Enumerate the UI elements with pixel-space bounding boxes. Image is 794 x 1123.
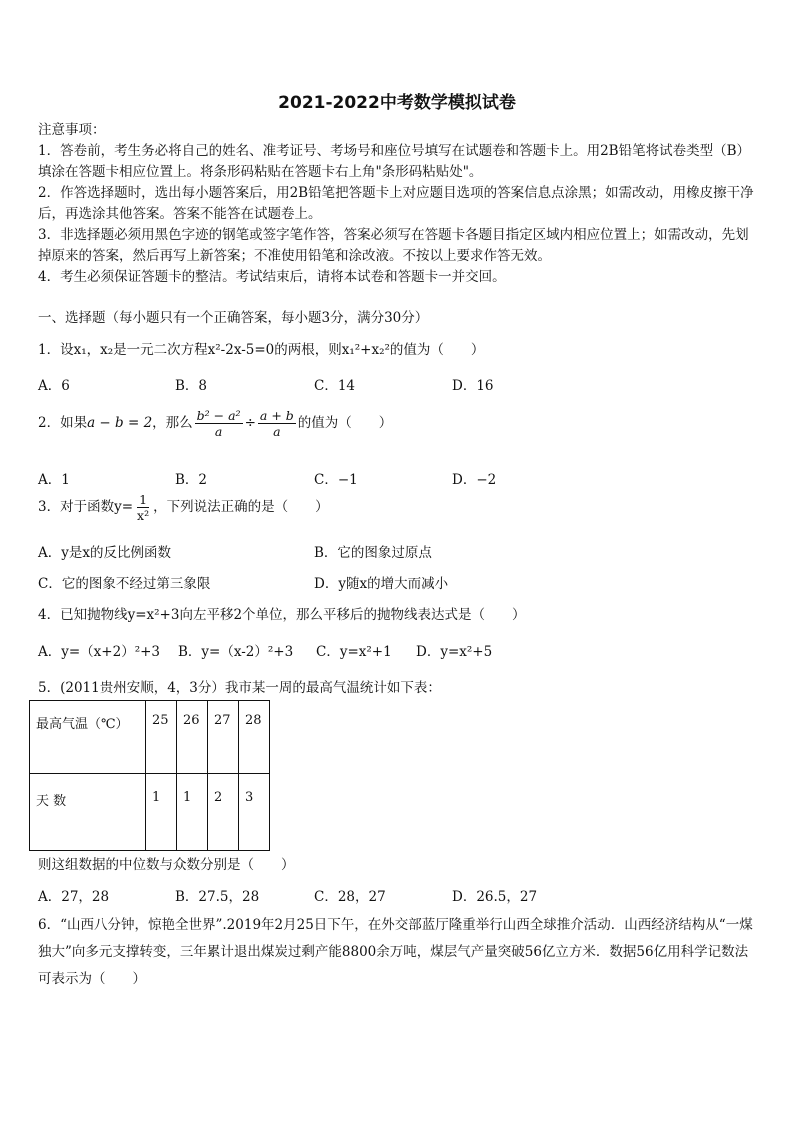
q2-mid: ，那么 xyxy=(152,415,193,431)
notice-block xyxy=(38,120,760,288)
q2-option-b[interactable]: B．2 xyxy=(175,472,208,488)
notice-item: 3．非选择题必须用黑色字迹的钢笔或签字笔作答，答案必须写在答题卡各题目指定区域内相应位置上；如需改动，先划掉原来的答案，然后再写上新答案；不准使用铅笔和涂改液。不按以上要求作答无效。 xyxy=(38,227,749,264)
q1-option-d[interactable]: D．16 xyxy=(452,378,494,394)
question-3-stem xyxy=(38,492,329,523)
notice-item: 4．考生必须保证答题卡的整洁。考试结束后，请将本试卷和答题卡一并交回。 xyxy=(38,269,506,285)
q4-option-c[interactable]: C．y=x²+1 xyxy=(316,644,392,660)
q4-option-a[interactable]: A．y=（x+2）²+3 xyxy=(38,644,161,660)
section-heading: 一、选择题（每小题只有一个正确答案，每小题3分，满分30分） xyxy=(38,310,429,326)
table-cell: 3 xyxy=(239,774,270,851)
question-5-question: 则这组数据的中位数与众数分别是（ ） xyxy=(38,857,295,873)
table-cell: 最高气温（℃） xyxy=(30,701,146,774)
q3-option-b[interactable]: B．它的图象过原点 xyxy=(314,545,432,561)
q2-operator: ÷ xyxy=(244,415,256,431)
q2-option-d[interactable]: D．−2 xyxy=(452,472,497,488)
temperature-table xyxy=(29,700,270,851)
q2-frac1-numerator: b² − a² xyxy=(196,408,241,423)
table-cell: 1 xyxy=(146,774,177,851)
q3-frac-numerator: 1 xyxy=(139,492,148,507)
q2-frac1-denominator: a xyxy=(214,424,223,439)
q2-suffix: 的值为（ ） xyxy=(297,415,393,431)
question-4-stem: 4．已知抛物线y=x²+3向左平移2个单位，那么平移后的抛物线表达式是（ ） xyxy=(38,607,526,623)
question-6-stem: 6．“山西八分钟，惊艳全世界”.2019年2月25日下午，在外交部蓝厅隆重举行山西全球推介活动．山西经济结构从“一煤独大”向多元支撑转变，三年累计退出煤炭过剩产能8800余万吨，煤层气产量突破56亿立方米．数据56亿用科学记数法可表示为（ ） xyxy=(38,917,753,987)
q5-option-c[interactable]: C．28，27 xyxy=(314,889,386,905)
table-cell: 1 xyxy=(177,774,208,851)
q3-option-a[interactable]: A．y是x的反比例函数 xyxy=(38,545,171,561)
table-row xyxy=(30,701,270,774)
q2-fraction-2 xyxy=(258,408,296,439)
question-2-stem xyxy=(38,408,392,439)
q2-frac2-numerator: a + b xyxy=(259,408,294,423)
q1-option-a[interactable]: A．6 xyxy=(38,378,70,394)
table-cell: 25 xyxy=(146,701,177,774)
table-cell: 27 xyxy=(208,701,239,774)
q3-fraction xyxy=(135,492,151,523)
notice-item: 1．答卷前，考生务必将自己的姓名、准考证号、考场号和座位号填写在试题卷和答题卡上。用2B铅笔将试卷类型（B）填涂在答题卡相应位置上。将条形码粘贴在答题卡右上角"条形码粘贴处"。 xyxy=(38,143,751,180)
notice-item: 2．作答选择题时，选出每小题答案后，用2B铅笔把答题卡上对应题目选项的答案信息点涂黑；如需改动，用橡皮擦干净后，再选涂其他答案。答案不能答在试题卷上。 xyxy=(38,185,754,222)
table-cell: 2 xyxy=(208,774,239,851)
q3-frac-denominator: x² xyxy=(137,508,150,523)
q2-condition: a − b = 2 xyxy=(87,415,153,431)
q2-fraction-1 xyxy=(195,408,243,439)
table-cell: 天 数 xyxy=(30,774,146,851)
q1-option-c[interactable]: C．14 xyxy=(314,378,356,394)
q4-option-b[interactable]: B．y=（x-2）²+3 xyxy=(178,644,294,660)
table-row xyxy=(30,774,270,851)
q5-option-b[interactable]: B．27.5，28 xyxy=(175,889,260,905)
q2-option-a[interactable]: A．1 xyxy=(38,472,70,488)
page-title: 2021-2022中考数学模拟试卷 xyxy=(278,93,516,113)
q5-option-d[interactable]: D．26.5，27 xyxy=(452,889,538,905)
q3-prefix: 3．对于函数y= xyxy=(38,499,134,515)
table-cell: 26 xyxy=(177,701,208,774)
q2-option-c[interactable]: C．−1 xyxy=(314,472,358,488)
notice-heading: 注意事项： xyxy=(38,122,106,138)
q3-option-d[interactable]: D．y随x的增大而减小 xyxy=(314,576,449,592)
q5-option-a[interactable]: A．27，28 xyxy=(38,889,110,905)
question-5-stem: 5．(2011贵州安顺，4，3分）我市某一周的最高气温统计如下表： xyxy=(38,680,441,696)
question-1-stem: 1．设x₁，x₂是一元二次方程x²-2x-5=0的两根，则x₁²+x₂²的值为（ ） xyxy=(38,342,485,358)
q2-frac2-denominator: a xyxy=(273,424,281,439)
table-cell: 28 xyxy=(239,701,270,774)
q2-prefix: 2．如果 xyxy=(38,415,88,431)
q4-option-d[interactable]: D．y=x²+5 xyxy=(416,644,493,660)
q3-option-c[interactable]: C．它的图象不经过第三象限 xyxy=(38,576,211,592)
q3-suffix: ，下列说法正确的是（ ） xyxy=(153,499,329,515)
q1-option-b[interactable]: B．8 xyxy=(175,378,208,394)
